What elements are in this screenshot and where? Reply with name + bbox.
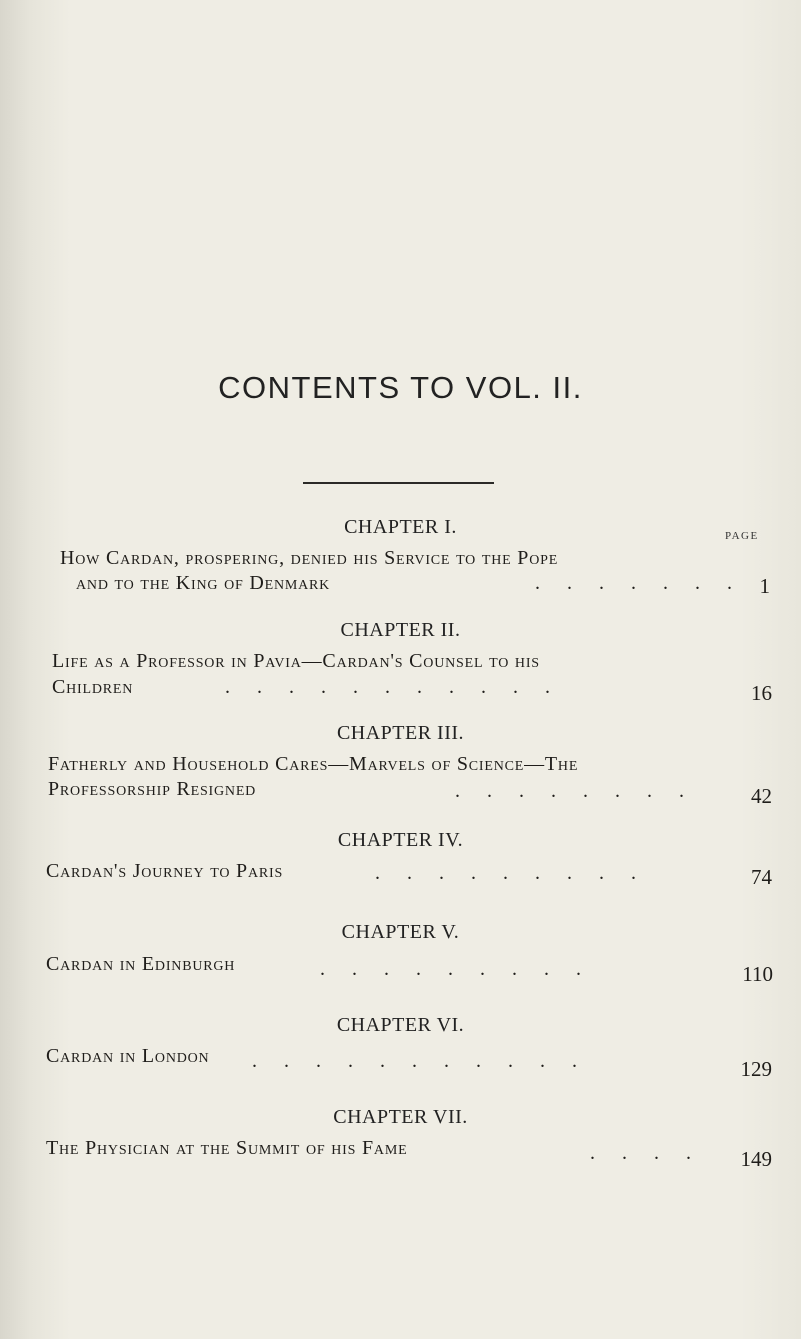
chapter-1-title: CHAPTER I. [344, 516, 457, 538]
chapter-3-leaders: . . . . . . . . [455, 780, 695, 802]
chapter-2-leaders: . . . . . . . . . . . [225, 676, 561, 698]
title-rule [303, 482, 494, 484]
chapter-5-title: CHAPTER V. [341, 921, 460, 943]
chapter-3-page: 42 [751, 784, 772, 808]
chapter-2-title: CHAPTER II. [340, 619, 461, 641]
chapter-2-page: 16 [751, 681, 772, 705]
chapter-1-page: 1 [759, 574, 770, 598]
chapter-6-page: 129 [740, 1057, 772, 1081]
chapter-2-entry-line-2: Children [52, 676, 134, 698]
chapter-1-leaders: . . . . . . . [535, 572, 743, 594]
chapter-1-entry-line-2: and to the King of Denmark [76, 572, 331, 594]
chapter-4-title: CHAPTER IV. [337, 829, 464, 851]
chapter-4-entry-line-1: Cardan's Journey to Paris [46, 860, 284, 882]
page-column-label: PAGE [725, 530, 759, 542]
page-title: CONTENTS TO VOL. II. [218, 370, 583, 405]
chapter-7-title: CHAPTER VII. [333, 1106, 468, 1128]
chapter-4-leaders: . . . . . . . . . [375, 862, 647, 884]
chapter-6-title: CHAPTER VI. [336, 1014, 465, 1036]
chapter-5-entry-line-1: Cardan in Edinburgh [46, 953, 236, 975]
chapter-3-title: CHAPTER III. [336, 722, 465, 744]
chapter-7-leaders: . . . . [590, 1142, 702, 1164]
chapter-6-leaders: . . . . . . . . . . . [252, 1050, 588, 1072]
chapter-2-entry-line-1: Life as a Professor in Pavia—Cardan's Counsel to his [52, 650, 540, 672]
chapter-6-entry-line-1: Cardan in London [46, 1045, 210, 1067]
chapter-3-entry-line-1: Fatherly and Household Cares—Marvels of Science—The [48, 753, 579, 775]
chapter-3-entry-line-2: Professorship Resigned [48, 778, 257, 800]
chapter-5-page: 110 [742, 962, 773, 986]
chapter-7-entry-line-1: The Physician at the Summit of his Fame [46, 1137, 408, 1159]
chapter-1-entry-line-1: How Cardan, prospering, denied his Service to the Pope [60, 547, 559, 569]
chapter-4-page: 74 [751, 865, 772, 889]
chapter-7-page: 149 [740, 1147, 772, 1171]
chapter-5-leaders: . . . . . . . . . [320, 958, 592, 980]
